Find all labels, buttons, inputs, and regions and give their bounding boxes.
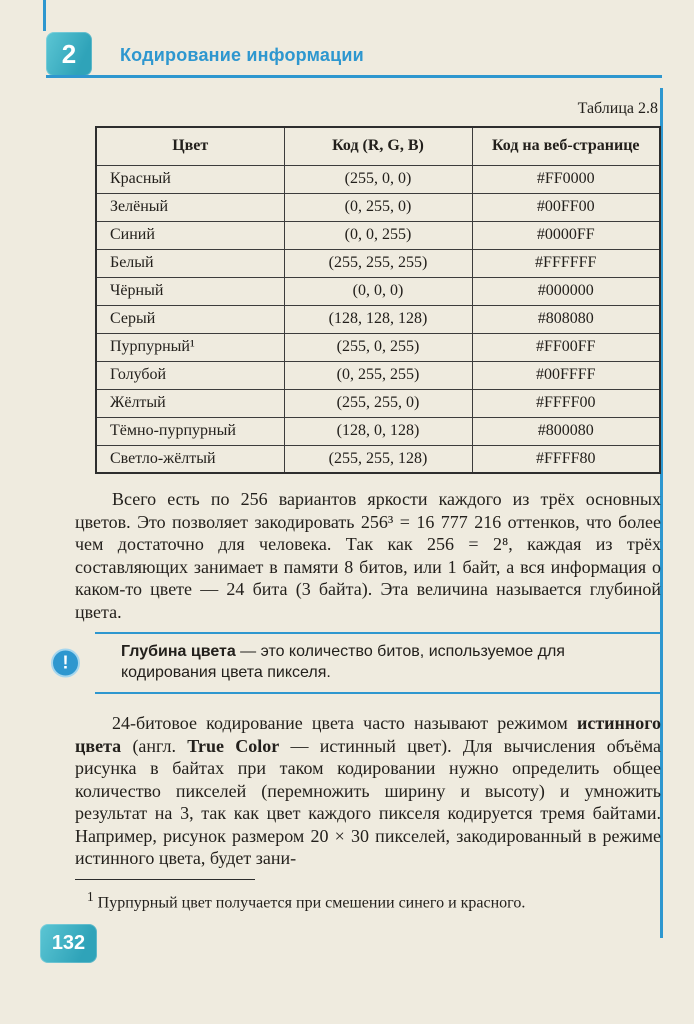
column-header: Код (R, G, B) xyxy=(284,127,472,165)
color-name-cell: Светло-жёлтый xyxy=(96,445,284,473)
true-color-segment-2: (англ. xyxy=(121,735,188,756)
web-code-cell: #00FF00 xyxy=(472,193,660,221)
true-color-segment-1: 24-битовое кодирование цвета часто называют режимом xyxy=(112,713,577,733)
table-header-row xyxy=(96,127,660,165)
rgb-code-cell: (255, 255, 128) xyxy=(284,445,472,473)
rgb-code-cell: (128, 128, 128) xyxy=(284,305,472,333)
top-accent-line xyxy=(43,0,46,31)
rgb-code-cell: (255, 0, 0) xyxy=(284,165,472,193)
chapter-title: Кодирование информации xyxy=(120,45,364,65)
web-code-cell: #00FFFF xyxy=(472,361,660,389)
page-number: 132 xyxy=(51,932,86,954)
color-name-cell: Пурпурный¹ xyxy=(96,333,284,361)
table-row xyxy=(96,305,660,333)
color-name-cell: Белый xyxy=(96,249,284,277)
definition-term: Глубина цвета xyxy=(121,643,236,660)
definition-text xyxy=(121,641,591,683)
footnote xyxy=(75,879,661,914)
table-row xyxy=(96,445,660,473)
rgb-code-cell: (128, 0, 128) xyxy=(284,417,472,445)
header-divider xyxy=(46,75,662,78)
column-header: Цвет xyxy=(96,127,284,165)
color-name-cell: Тёмно-пурпурный xyxy=(96,417,284,445)
table-row xyxy=(96,361,660,389)
color-name-cell: Синий xyxy=(96,221,284,249)
page-number-badge xyxy=(40,924,97,963)
table-row xyxy=(96,417,660,445)
table-row xyxy=(96,193,660,221)
web-code-cell: #000000 xyxy=(472,277,660,305)
web-code-cell: #FF00FF xyxy=(472,333,660,361)
color-name-cell: Зелёный xyxy=(96,193,284,221)
page-content xyxy=(0,100,694,913)
exclamation-glyph: ! xyxy=(62,652,69,673)
color-name-cell: Жёлтый xyxy=(96,389,284,417)
exclamation-icon xyxy=(51,649,80,678)
footnote-text xyxy=(75,887,661,913)
web-code-cell: #800080 xyxy=(472,417,660,445)
paragraph-true-color xyxy=(75,712,661,870)
footnote-marker: 1 xyxy=(87,889,94,904)
footnote-body: Пурпурный цвет получается при смешении синего и красного. xyxy=(97,894,526,912)
web-code-cell: #FFFF80 xyxy=(472,445,660,473)
table-row xyxy=(96,165,660,193)
term-true-color-ru: истинного цвета xyxy=(75,713,661,756)
color-name-cell: Серый xyxy=(96,305,284,333)
rgb-code-cell: (0, 0, 0) xyxy=(284,277,472,305)
color-codes-table xyxy=(95,126,661,474)
chapter-number: 2 xyxy=(61,39,77,69)
chapter-number-badge xyxy=(46,32,92,76)
web-code-cell: #FFFF00 xyxy=(472,389,660,417)
table-row xyxy=(96,277,660,305)
web-code-cell: #FF0000 xyxy=(472,165,660,193)
table-row xyxy=(96,249,660,277)
column-header: Код на веб-странице xyxy=(472,127,660,165)
term-true-color-en: True Color xyxy=(187,735,280,756)
rgb-code-cell: (255, 255, 255) xyxy=(284,249,472,277)
true-color-segment-3: — истинный цвет). Для вычисления объёма рисунка в байтах при таком кодировании нужно определить общее количество пикселей (перемножить ширину и высоту) и умножить результат на 3, так как цвет каждого пикселя кодируется тремя байтами. Например, рисунок размером 20 × 30 пикселей, закодированный в режиме истинного цвета, будет зани- xyxy=(75,735,661,868)
table-caption: Таблица 2.8 xyxy=(577,100,658,117)
web-code-cell: #0000FF xyxy=(472,221,660,249)
table-row xyxy=(96,389,660,417)
rgb-code-cell: (255, 255, 0) xyxy=(284,389,472,417)
paragraph-color-depth: Всего есть по 256 вариантов яркости каждого из трёх основных цветов. Это позволяет закодировать 256³ = 16 777 216 оттенков, что более чем достаточно для человека. Так как 256 = 2⁸, каждая из трёх составляющих занимает в памяти 8 битов, или 1 байт, а вся информация о каком-то цвете — 24 бита (3 байта). Эта величина называется глубиной цвета. xyxy=(75,489,661,622)
color-name-cell: Красный xyxy=(96,165,284,193)
color-name-cell: Голубой xyxy=(96,361,284,389)
definition-inner xyxy=(95,632,661,694)
rgb-code-cell: (0, 0, 255) xyxy=(284,221,472,249)
web-code-cell: #FFFFFF xyxy=(472,249,660,277)
table-row xyxy=(96,333,660,361)
definition-box xyxy=(0,632,694,694)
rgb-code-cell: (0, 255, 0) xyxy=(284,193,472,221)
rgb-code-cell: (255, 0, 255) xyxy=(284,333,472,361)
table-row xyxy=(96,221,660,249)
color-name-cell: Чёрный xyxy=(96,277,284,305)
rgb-code-cell: (0, 255, 255) xyxy=(284,361,472,389)
web-code-cell: #808080 xyxy=(472,305,660,333)
definition-rest: — это количество битов, используемое для кодирования цвета пикселя. xyxy=(121,643,565,681)
footnote-divider xyxy=(75,879,255,881)
